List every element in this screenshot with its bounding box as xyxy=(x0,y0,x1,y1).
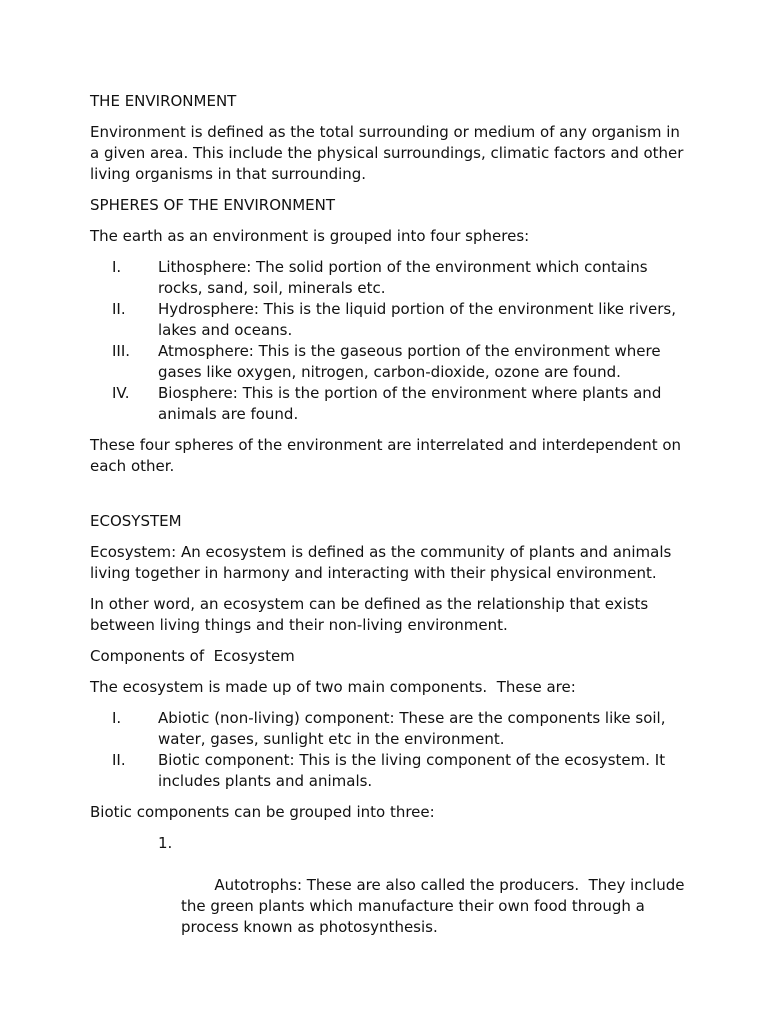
list-item-text: Biosphere: This is the portion of the environment where plants and animals are found. xyxy=(158,384,662,423)
list-marker: III. xyxy=(112,342,131,360)
list-item xyxy=(90,257,690,299)
list-item xyxy=(90,299,690,341)
spheres-heading: SPHERES OF THE ENVIRONMENT xyxy=(90,196,336,214)
list-item-text: Atmosphere: This is the gaseous portion of the environment where gases like oxygen, nitrogen, carbon-dioxide, ozone are found. xyxy=(158,342,661,381)
spheres-intro: The earth as an environment is grouped into four spheres: xyxy=(90,227,530,245)
components-list xyxy=(90,708,690,792)
biotic-intro: Biotic components can be grouped into three: xyxy=(90,803,435,821)
spheres-list xyxy=(90,257,690,425)
ecosystem-alt-definition: In other word, an ecosystem can be defined as the relationship that exists between living things and their non-living environment. xyxy=(90,595,654,634)
intro-paragraph: Environment is defined as the total surrounding or medium of any organism in a given area. This include the physical surroundings, climatic factors and other living organisms in that surrounding. xyxy=(90,123,689,183)
document-page xyxy=(90,91,690,959)
document-title: THE ENVIRONMENT xyxy=(90,92,237,110)
list-marker: I. xyxy=(112,258,122,276)
list-item xyxy=(90,833,690,959)
biotic-groups-list xyxy=(90,833,690,959)
list-item-text: Lithosphere: The solid portion of the environment which contains rocks, sand, soil, minerals etc. xyxy=(158,258,648,297)
list-marker: II. xyxy=(112,751,126,769)
components-intro: The ecosystem is made up of two main components. These are: xyxy=(90,678,576,696)
list-marker: II. xyxy=(112,300,126,318)
spheres-closing: These four spheres of the environment are interrelated and interdependent on each other. xyxy=(90,436,686,475)
list-item-text: Autotrophs: These are also called the producers. They include the green plants which manufacture their own food through a process known as photosynthesis. xyxy=(181,876,690,936)
list-marker: 1. xyxy=(158,834,173,852)
ecosystem-heading: ECOSYSTEM xyxy=(90,512,182,530)
list-item-text: Abiotic (non-living) component: These are the components like soil, water, gases, sunlight etc in the environment. xyxy=(158,709,666,748)
list-item xyxy=(90,750,690,792)
list-item-text: Biotic component: This is the living component of the ecosystem. It includes plants and animals. xyxy=(158,751,666,790)
list-item xyxy=(90,383,690,425)
components-heading: Components of Ecosystem xyxy=(90,647,295,665)
list-marker: I. xyxy=(112,709,122,727)
list-marker: IV. xyxy=(112,384,130,402)
list-item xyxy=(90,708,690,750)
list-item-text: Hydrosphere: This is the liquid portion of the environment like rivers, lakes and oceans. xyxy=(158,300,676,339)
list-item xyxy=(90,341,690,383)
ecosystem-definition: Ecosystem: An ecosystem is defined as the community of plants and animals living together in harmony and interacting with their physical environment. xyxy=(90,543,677,582)
